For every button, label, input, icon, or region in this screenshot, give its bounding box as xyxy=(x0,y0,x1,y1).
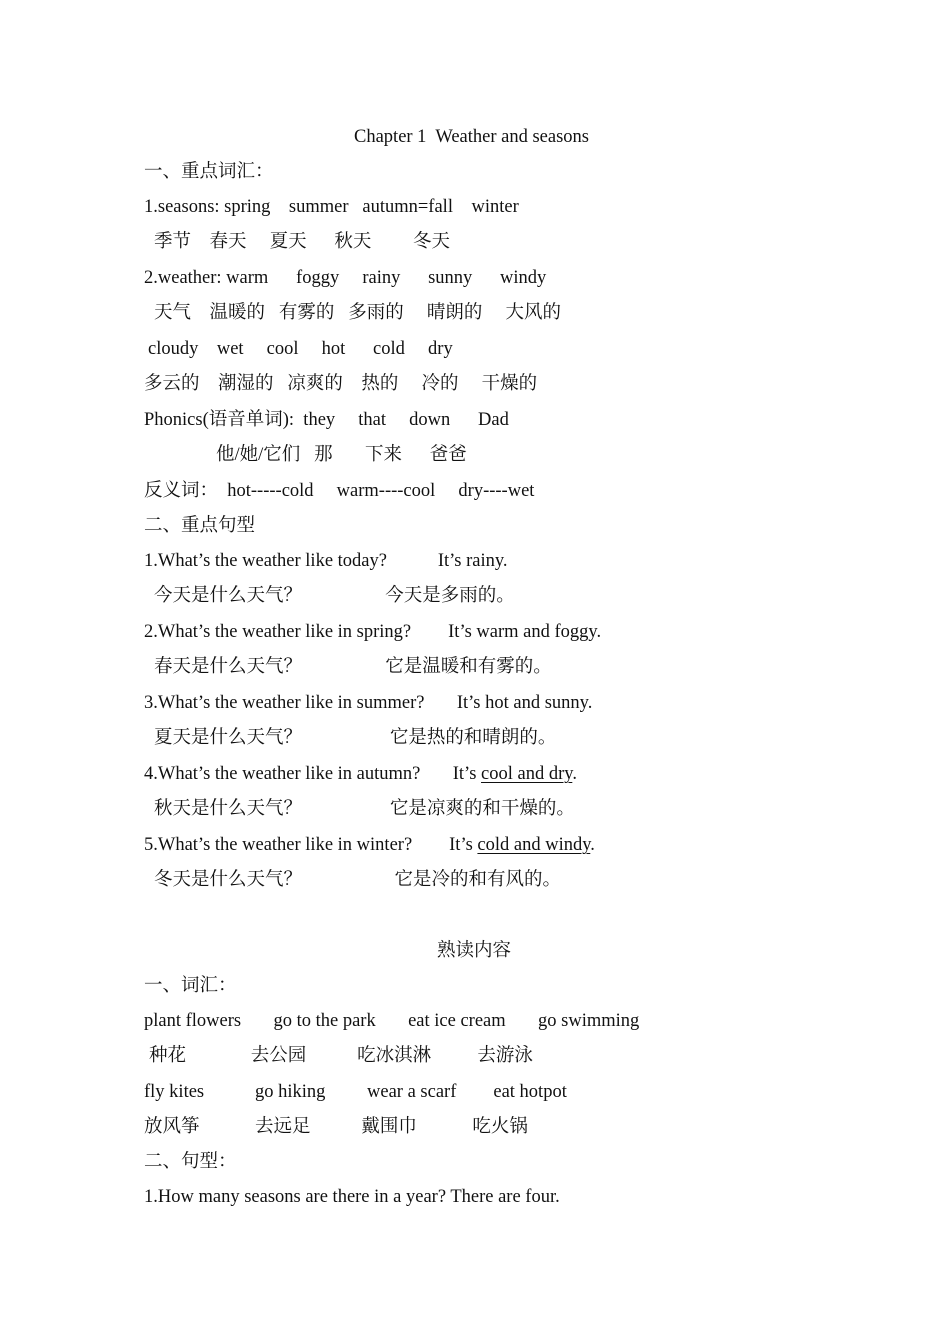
question-4-english xyxy=(144,765,577,784)
question-2-english: 2.What’s the weather like in spring? It’s warm and foggy. xyxy=(144,622,602,642)
chapter-title: Chapter 1 Weather and seasons xyxy=(354,127,589,147)
phonics-chinese-line: 他/她/它们 那 下来 爸爸 xyxy=(216,445,467,465)
activities-chinese-line-2: 放风筝 去远足 戴围巾 吃火锅 xyxy=(144,1117,528,1137)
question-4-period: . xyxy=(572,764,577,784)
reading-sentence-1: 1.How many seasons are there in a year? There are four. xyxy=(144,1187,560,1207)
question-4-chinese: 秋天是什么天气？ 它是凉爽的和干燥的。 xyxy=(154,799,575,819)
seasons-chinese-line: 季节 春天 夏天 秋天 冬天 xyxy=(154,232,451,252)
seasons-english-line: 1.seasons: spring summer autumn=fall winter xyxy=(144,197,519,217)
weather-english-line-2: cloudy wet cool hot cold dry xyxy=(148,339,453,359)
question-5-period: . xyxy=(590,835,595,855)
key-sentences-heading: 二、重点句型 xyxy=(144,516,256,536)
activities-english-line-2: fly kites go hiking wear a scarf eat hotpot xyxy=(144,1082,567,1102)
reading-vocabulary-heading: 一、词汇： xyxy=(144,976,237,996)
question-5-underlined-answer: cold and windy xyxy=(477,835,591,855)
key-vocabulary-heading: 一、重点词汇： xyxy=(144,162,274,182)
weather-chinese-line-2: 多云的 潮湿的 凉爽的 热的 冷的 干燥的 xyxy=(144,374,538,394)
question-5-chinese: 冬天是什么天气？ 它是冷的和有风的。 xyxy=(154,870,562,890)
question-4-underlined-answer: cool and dry xyxy=(481,764,573,784)
activities-english-line-1: plant flowers go to the park eat ice cream go swimming xyxy=(144,1011,640,1031)
weather-english-line-1: 2.weather: warm foggy rainy sunny windy xyxy=(144,268,547,288)
weather-chinese-line-1: 天气 温暖的 有雾的 多雨的 晴朗的 大风的 xyxy=(154,303,562,323)
question-2-chinese: 春天是什么天气？ 它是温暖和有雾的。 xyxy=(154,657,552,677)
question-3-english: 3.What’s the weather like in summer? It’s hot and sunny. xyxy=(144,693,593,713)
phonics-english-line: Phonics(语音单词): they that down Dad xyxy=(144,410,509,430)
reading-section-title: 熟读内容 xyxy=(437,941,512,961)
question-1-chinese: 今天是什么天气？ 今天是多雨的。 xyxy=(154,586,515,606)
question-5-text: 5.What’s the weather like in winter? It’s xyxy=(144,835,478,855)
activities-chinese-line-1: 种花 去公园 吃冰淇淋 去游泳 xyxy=(149,1046,533,1066)
question-4-text: 4.What’s the weather like in autumn? It’s xyxy=(144,764,482,784)
question-1-english: 1.What’s the weather like today? It’s rainy. xyxy=(144,551,508,571)
question-5-english xyxy=(144,836,595,855)
antonyms-line: 反义词： hot-----cold warm----cool dry----wet xyxy=(144,481,535,501)
question-3-chinese: 夏天是什么天气？ 它是热的和晴朗的。 xyxy=(154,728,557,748)
reading-sentences-heading: 二、句型： xyxy=(144,1152,237,1172)
